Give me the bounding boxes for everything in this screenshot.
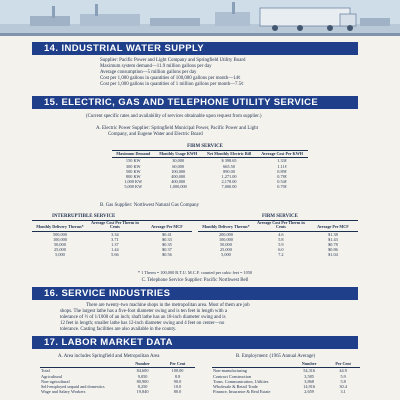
- table-cell: 0.54¢: [277, 178, 287, 184]
- table-cell: Agricultural: [41, 373, 62, 379]
- table-cell: 9,050: [137, 373, 148, 379]
- table-cell: 7.2: [278, 252, 284, 258]
- table-cell: $1.38: [328, 231, 338, 237]
- col-number: Number: [292, 362, 326, 368]
- col-per-cent: Per Cent: [326, 362, 360, 368]
- table-cell: 25,000: [220, 247, 232, 253]
- table-cell: $1.43: [328, 236, 338, 242]
- table-cell: 500 KW: [125, 168, 141, 174]
- table-cell: $0.41: [162, 231, 172, 237]
- gas-firm-service-title: FIRM SERVICE: [262, 214, 298, 219]
- col-per-cent: Per Cent: [160, 362, 195, 368]
- telephone-supplier-line: C. Telephone Service Supplier: Pacific Northwest Bell: [141, 278, 249, 283]
- table-cell: 300 KW: [125, 163, 141, 169]
- table-cell: 44.9: [339, 368, 347, 374]
- table-cell: 890.00: [223, 168, 235, 174]
- table-cell: 1.44: [111, 247, 119, 253]
- table-cell: 500,000: [52, 231, 67, 237]
- labor-right-table: [212, 362, 360, 394]
- table-cell: $1.04: [328, 252, 338, 258]
- col-avg-per-mcf: Average Per MCF: [142, 221, 192, 231]
- col-average-cost: Average Cost Per KWH: [256, 152, 308, 158]
- gas-supplier-line: B. Gas Supplier: Northwest Natural Gas Company: [100, 203, 200, 208]
- table-cell: 80.0: [173, 388, 182, 394]
- table-cell: 150 KW: [125, 158, 141, 164]
- table-cell: Contract Construction: [213, 373, 252, 379]
- firm-service-title: FIRM SERVICE: [187, 144, 223, 149]
- labor-left-row: [40, 389, 195, 394]
- table-cell: 7,000.00: [221, 183, 237, 189]
- labor-left-table: [40, 362, 195, 394]
- table-cell: 30,000: [172, 158, 185, 164]
- table-cell: 8.8: [174, 373, 181, 379]
- col-avg-cost-per-therm: Average Cost Per Therm in Cents: [88, 221, 142, 231]
- table-cell: $0.33: [162, 236, 172, 242]
- table-cell: 5,000: [55, 252, 65, 258]
- table-cell: Wage and Salary Workers: [41, 388, 86, 394]
- table-cell: 1.11¢: [277, 163, 287, 169]
- table-cell: 3.71: [111, 236, 119, 242]
- table-cell: Wholesale & Retail Trade: [213, 383, 258, 389]
- table-cell: 100,000: [218, 236, 233, 242]
- table-cell: 5.8: [340, 378, 346, 384]
- gas-firm-table: [198, 221, 358, 257]
- table-cell: 5,000 KW: [124, 183, 143, 189]
- table-cell: Non-manufacturing: [213, 368, 247, 374]
- table-cell: 1,271.00: [221, 173, 237, 179]
- electric-supplier-line-1: A. Electric Power Supplier: Springfield Municipal Power, Pacific Power and Light: [96, 126, 258, 131]
- table-cell: 84,600: [136, 368, 149, 374]
- table-cell: 60,000: [172, 163, 185, 169]
- col-avg-per-mcf: Average Per MCF: [308, 221, 358, 231]
- labor-right-row: [212, 389, 360, 394]
- section-14-heading: 14. INDUSTRIAL WATER SUPPLY: [32, 42, 358, 55]
- water-cost-100k-line: Cost per 1,000 gallons in quantities of 100,000 gallons per month—14¢: [100, 76, 241, 81]
- table-cell: 2,659: [304, 388, 314, 394]
- firm-service-row: [112, 184, 308, 189]
- col-avg-cost-per-therm: Average Cost Per Therm in Cents: [254, 221, 308, 231]
- table-cell: Finance, Insurance & Real Estate: [213, 388, 271, 394]
- table-cell: 100.00: [171, 368, 184, 374]
- labor-area-line: A. Area includes Springfield and Metropolitan Area: [58, 354, 160, 359]
- col-net-monthly-bill: Net Monthly Electric Bill: [202, 152, 256, 158]
- table-cell: 19,840: [136, 388, 149, 394]
- table-cell: 200,000: [218, 231, 233, 237]
- col-monthly-usage: Monthly Usage KWH: [155, 152, 202, 158]
- table-cell: 10.0: [173, 383, 182, 389]
- electric-supplier-line-2: Company, and Eugene Water and Electric Board: [108, 132, 203, 137]
- table-cell: 5.8: [278, 236, 284, 242]
- table-cell: 3.1: [340, 388, 346, 394]
- table-cell: 2,178.00: [221, 178, 237, 184]
- table-cell: 25,000: [54, 247, 66, 253]
- table-cell: 90.0: [173, 378, 182, 384]
- gas-interruptible-table: [32, 221, 192, 257]
- table-cell: 665.50: [223, 163, 235, 169]
- table-cell: 3,585: [304, 373, 314, 379]
- table-cell: 30.4: [339, 383, 347, 389]
- service-industries-line-5: tolerance. Casting facilities are also available in the county.: [60, 327, 177, 332]
- table-cell: 1.33¢: [277, 158, 287, 164]
- section-16-heading: 16. SERVICE INDUSTRIES: [32, 287, 358, 300]
- service-industries-line-4: 12 feet in length; smaller lathe has 12-inch diameter swing and 4 feet on center—no: [60, 321, 225, 326]
- table-cell: 5,000: [221, 252, 231, 258]
- table-cell: 50,000: [54, 242, 66, 247]
- table-cell: Self-employed unpaid and domestics: [41, 383, 105, 389]
- utility-intro-text: (Current specific rates and availability of services obtainable upon request from supplier.): [86, 114, 262, 119]
- therm-footnote: * 1 Therm = 100,000 B.T.U. M.C.F. counted per cubic feet = 1050: [137, 270, 253, 275]
- table-cell: 3,868: [304, 378, 314, 384]
- table-cell: 4.6: [278, 231, 284, 237]
- table-cell: 14,916: [303, 383, 316, 389]
- service-industries-line-2: shops. The largest lathe has a five-foot diameter swing and is ten feet in length with a: [60, 309, 228, 314]
- table-cell: $0.78: [328, 242, 338, 247]
- table-cell: 0.78¢: [277, 173, 287, 179]
- table-cell: 100,000: [171, 168, 186, 174]
- section-17-heading: 17. LABOR MARKET DATA: [32, 336, 358, 349]
- table-cell: 400,000: [171, 173, 186, 179]
- table-cell: 0.89¢: [277, 168, 287, 174]
- table-cell: 5.9: [340, 373, 346, 379]
- table-cell: $0.86: [328, 247, 338, 253]
- table-cell: 800 KW: [125, 173, 141, 179]
- section-15-heading: 15. ELECTRIC, GAS AND TELEPHONE UTILITY SERVICE: [32, 96, 358, 109]
- table-cell: $ 398.65: [221, 158, 237, 164]
- water-avg-consumption-line: Average consumption—5 million gallons per day: [100, 70, 197, 75]
- electric-firm-service-table: [112, 152, 308, 189]
- table-cell: 1,000,000: [169, 183, 187, 189]
- table-cell: $0.56: [162, 252, 172, 258]
- table-cell: 5.9: [278, 242, 284, 247]
- table-cell: Non-agricultural: [41, 378, 70, 384]
- table-cell: 54,316: [303, 368, 316, 374]
- table-cell: Trans. Communication, Utilities: [213, 378, 269, 384]
- industrial-skyline-illustration: [0, 0, 400, 36]
- table-cell: 50,000: [220, 242, 232, 247]
- table-cell: $0.35: [162, 242, 172, 247]
- col-maximum-demand: Maximum Demand: [112, 152, 155, 158]
- table-cell: Total: [41, 368, 50, 374]
- interruptible-row: [32, 252, 192, 257]
- service-industries-line-3: tolerance of ½ of 1/1000 of an inch; shaft lathe has an 18-inch diameter swing and is: [60, 315, 226, 320]
- table-cell: 100,000: [52, 236, 67, 242]
- col-number: Number: [125, 362, 160, 368]
- service-industries-line-1: There are twenty-two machine shops in the metropolitan area. Most of them are job: [86, 303, 250, 308]
- table-cell: 3.34: [111, 231, 119, 237]
- col-monthly-delivery: Monthly Delivery Therms*: [198, 221, 254, 231]
- table-cell: 6.0: [278, 247, 284, 253]
- water-supplier-line: Supplier: Pacific Power and Light Company and Springfield Utility Board: [100, 58, 246, 63]
- col-monthly-delivery: Monthly Delivery Therms*: [32, 221, 88, 231]
- labor-employment-line: B. Employment: (1965 Annual Average): [236, 354, 316, 359]
- water-max-demand-line: Maximum system demand—11.9 million gallons per day: [100, 64, 212, 69]
- table-cell: 80,900: [136, 378, 149, 384]
- interruptible-service-title: INTERRUPTIBLE SERVICE: [52, 214, 116, 219]
- table-cell: 1,000 KW: [124, 178, 143, 184]
- table-cell: 1.37: [111, 242, 119, 247]
- table-cell: 5.66: [111, 252, 119, 258]
- gas-firm-row: [198, 252, 358, 257]
- table-cell: 8,250: [137, 383, 148, 389]
- table-cell: 400,000: [171, 178, 186, 184]
- table-cell: 0.70¢: [277, 183, 287, 189]
- table-cell: $0.37: [162, 247, 172, 253]
- water-cost-1m-line: Cost per 1,000 gallons in quantities of 1 million gallons per month—7.5¢: [100, 82, 244, 87]
